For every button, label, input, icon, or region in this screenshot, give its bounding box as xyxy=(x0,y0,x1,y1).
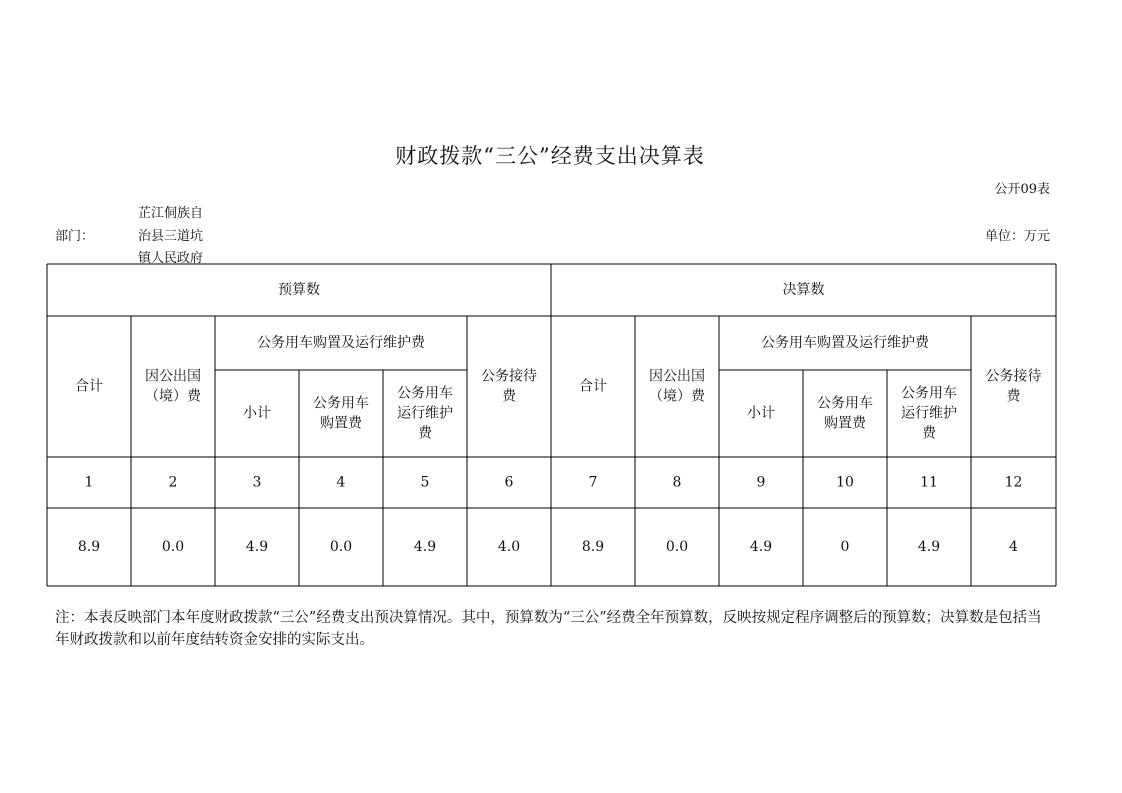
header-purchase: 购置费 xyxy=(824,415,866,432)
header-vehicle: 公务用车购置及运行维护费 xyxy=(761,335,929,351)
page-title: 财政拨款“三公”经费支出决算表 xyxy=(395,144,705,168)
header-reception: 公务接待 xyxy=(985,368,1042,385)
group-header-budget: 预算数 xyxy=(278,282,320,298)
header-total: 合计 xyxy=(579,378,607,395)
form-code: 公开09表 xyxy=(994,182,1050,197)
table-value: 4.9 xyxy=(749,539,773,555)
header-abroad: （境）费 xyxy=(649,388,705,405)
column-number: 5 xyxy=(420,474,430,491)
header-operation: 公务用车 xyxy=(901,385,957,402)
header-subtotal: 小计 xyxy=(747,405,775,422)
column-number: 3 xyxy=(252,474,262,491)
column-number: 1 xyxy=(84,474,94,491)
table-value: 8.9 xyxy=(581,539,605,555)
header-purchase: 公务用车 xyxy=(313,395,369,412)
table-value: 4.9 xyxy=(245,539,269,555)
header-total: 合计 xyxy=(75,378,103,395)
header-vehicle: 公务用车购置及运行维护费 xyxy=(257,335,425,351)
table-value: 0.0 xyxy=(329,539,353,555)
header-operation: 运行维护 xyxy=(397,405,453,422)
header-operation: 费 xyxy=(418,425,432,442)
table-value: 0.0 xyxy=(665,539,689,555)
department-name-line: 芷江侗族自 xyxy=(138,206,204,221)
header-operation: 运行维护 xyxy=(901,405,957,422)
table-value: 4 xyxy=(1009,539,1018,555)
column-number: 7 xyxy=(588,474,598,491)
department-name-line: 镇人民政府 xyxy=(138,251,204,266)
table-value: 0 xyxy=(840,539,850,555)
header-operation: 公务用车 xyxy=(397,385,453,402)
footnote xyxy=(55,607,1055,651)
column-number: 9 xyxy=(756,474,766,491)
column-number: 10 xyxy=(836,474,854,491)
header-subtotal: 小计 xyxy=(243,405,271,422)
column-number: 8 xyxy=(672,474,682,491)
table-value: 4.9 xyxy=(917,539,941,555)
footnote-line: 注：本表反映部门本年度财政拨款“三公”经费支出预决算情况。其中，预算数为“三公”经费全年预算数，反映按规定程序调整后的预算数；决 xyxy=(55,610,955,626)
department-label: 部门： xyxy=(55,229,95,244)
header-abroad: 因公出国 xyxy=(649,368,705,385)
unit-label: 单位：万元 xyxy=(984,229,1050,244)
column-number: 12 xyxy=(1004,474,1023,491)
header-purchase: 购置费 xyxy=(320,415,362,432)
column-number: 11 xyxy=(920,474,938,491)
header-purchase: 公务用车 xyxy=(817,395,873,412)
header-operation: 费 xyxy=(922,425,936,442)
table-value: 4.9 xyxy=(413,539,437,555)
group-header-final: 决算数 xyxy=(782,282,825,298)
column-number: 4 xyxy=(336,474,346,491)
column-number: 2 xyxy=(168,474,178,491)
header-abroad: （境）费 xyxy=(145,388,201,405)
header-abroad: 因公出国 xyxy=(145,368,201,385)
table-value: 0.0 xyxy=(161,539,185,555)
table-value: 8.9 xyxy=(77,539,101,555)
column-number: 6 xyxy=(504,474,514,491)
header-reception: 公务接待 xyxy=(481,368,537,385)
footnote-line: 算数是包括当年财政拨款和以前年度结转资金安排的实际支出。 xyxy=(55,610,1042,648)
table-value: 4.0 xyxy=(497,539,521,555)
header-reception: 费 xyxy=(502,388,516,405)
header-reception: 费 xyxy=(1006,388,1021,405)
department-name-line: 治县三道坑 xyxy=(138,228,204,244)
